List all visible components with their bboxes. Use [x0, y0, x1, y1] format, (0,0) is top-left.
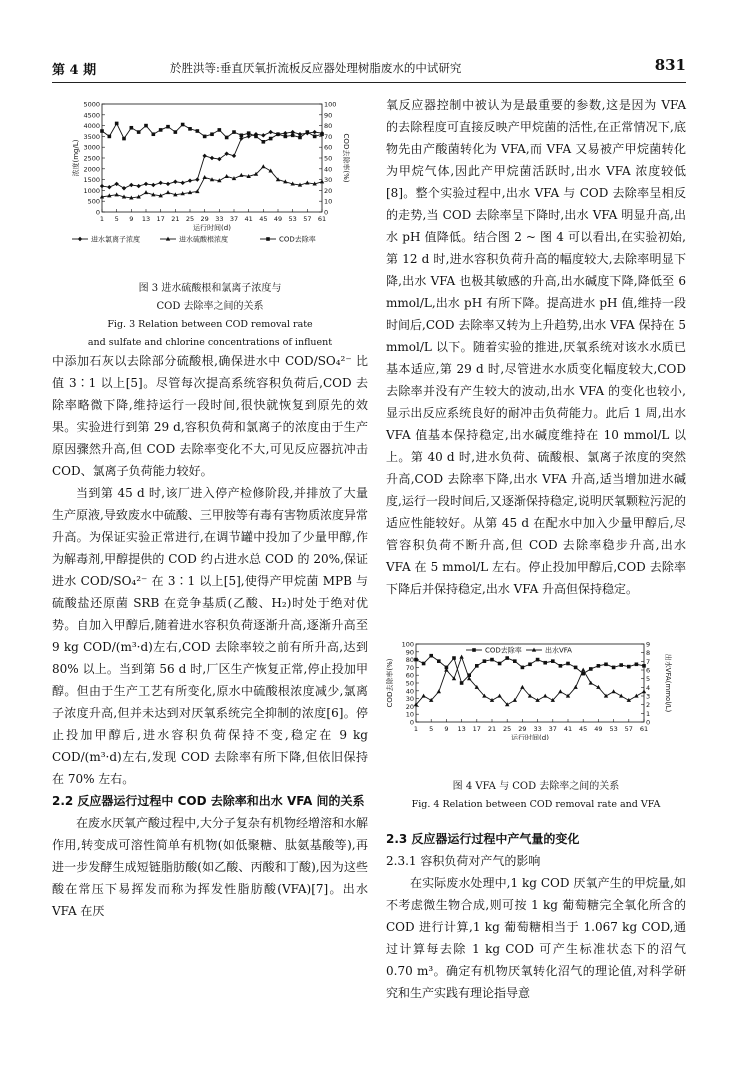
- data-point: [528, 662, 532, 666]
- data-point: [100, 184, 104, 188]
- data-point: [437, 689, 441, 693]
- x-tick-label: 1: [413, 725, 419, 733]
- figure-4-chart: [386, 640, 686, 740]
- x-tick-label: 17: [472, 725, 481, 733]
- data-point: [122, 186, 126, 190]
- series-1: [414, 655, 646, 707]
- legend-marker: [472, 648, 476, 652]
- series-line: [102, 167, 322, 198]
- data-point: [203, 135, 207, 139]
- y-right-tick-label: 50: [324, 154, 333, 163]
- data-point: [612, 666, 616, 670]
- y-left-tick-label: 3500: [83, 132, 100, 141]
- x-axis-label: 运行时间(d): [193, 224, 231, 232]
- data-point: [225, 136, 229, 140]
- x-tick-label: 29: [200, 215, 209, 223]
- data-point: [188, 127, 192, 131]
- x-tick-label: 57: [624, 725, 633, 733]
- paragraph: 氧反应器控制中被认为是最重要的参数,这是因为 VFA 的去除程度可直接反映产甲烷菌的活性,在正常情况下,底物先由产酸菌转化为 VFA,而 VFA 又易被产甲烷菌转化为甲烷气体,因此产甲烷菌活跃时,出水 VFA 浓度较低[8]。整个实验过程中,出水 VFA 与 COD 去除率呈相反的走势,当 COD 去除率呈下降时,出水 VFA 明显升高,出水 pH 值降低。结合图 2 ~ 图 4 可以看出,在实验初始,第 12 d 时,进水容积负荷升高的幅度较大,去除率明显下降,出水 VFA 也极其敏感的升高,出水碱度下降,降低至 6 mmol/L,出水 pH 有所下降。提高进水 pH 值,维持一段时间后,COD 去除率又转为上升趋势,出水 VFA 保持在 5 mmol/L 以下。随着实验的推进,厌氧系统对该水水质已基本适应,第 29 d 时,尽管进水水质变化幅度较大,COD 去除率并没有产生较大的波动,出水 VFA 的变化也较小,显示出反应系统良好的耐冲击负荷能力。此后 1 周,出水 VFA 值基本保持稳定,出水碱度维持在 10 mmol/L 以上。第 40 d 时,进水负荷、硫酸根、氯离子浓度的突然升高,COD 去除率下降,出水 VFA 升高,适当增加进水碱度,运行一段时间后,又逐渐保持稳定,说明厌氧颗粒污泥的适应性能较好。从第 45 d 在配水中加入少量甲醇后,尽管容积负荷不断升高,但 COD 去除率稳步升高,出水 VFA 在 5 mmol/L 左右。停止投加甲醇后,COD 去除率下降后并保持稳定,出水 VFA 升高但保持稳定。: [386, 98, 686, 596]
- data-point: [414, 658, 418, 662]
- x-tick-label: 5: [114, 215, 119, 223]
- data-point: [122, 137, 126, 141]
- figure-3: [52, 96, 368, 348]
- x-tick-label: 37: [548, 725, 557, 733]
- data-point: [262, 140, 266, 144]
- data-point: [574, 666, 578, 670]
- data-point: [166, 190, 170, 194]
- data-point: [312, 130, 316, 134]
- data-point: [152, 132, 156, 136]
- x-axis-label: 运行时间(d): [511, 734, 549, 740]
- paragraph: 中添加石灰以去除部分硫酸根,确保进水中 COD/SO₄²⁻ 比值 3∶1 以上[5]。尽管每次提高系统容积负荷后,COD 去除率略微下降,维持运行一段时间,很快就恢复到原先的效果。实验进行到第 29 d,容积负荷和氯离子的浓度由于生产原因骤然升高,但 COD 去除率变化不大,可见反应器抗冲击 COD、氯离子负荷能力较好。: [52, 354, 368, 478]
- y-left-tick-label: 2000: [83, 165, 100, 174]
- data-point: [284, 135, 288, 139]
- data-point: [210, 132, 214, 136]
- y-left-tick-label: 80: [405, 656, 414, 665]
- y-right-tick-label: 8: [646, 649, 651, 658]
- data-point: [298, 136, 302, 140]
- data-point: [144, 182, 148, 186]
- data-point: [460, 681, 464, 685]
- data-point: [100, 129, 104, 133]
- y-left-tick-label: 5000: [83, 100, 100, 109]
- data-point: [520, 685, 524, 689]
- data-point: [475, 664, 479, 668]
- right-column-text-bottom: [386, 828, 686, 1004]
- y-right-tick-label: 100: [324, 100, 337, 109]
- running-title: 於胜洪等:垂直厌氧折流板反应器处理树脂废水的中试研究: [170, 61, 462, 75]
- data-point: [173, 180, 177, 184]
- figure-3-caption-en-1: Fig. 3 Relation between COD removal rate: [107, 319, 313, 330]
- x-tick-label: 13: [457, 725, 466, 733]
- data-point: [269, 137, 273, 141]
- data-point: [195, 177, 199, 181]
- x-tick-label: 21: [171, 215, 180, 223]
- y-right-tick-label: 5: [646, 675, 651, 684]
- figure-3-caption-en-2: and sulfate and chlorine concentrations of influent: [87, 337, 333, 348]
- y-left-tick-label: 4500: [83, 111, 100, 120]
- data-point: [158, 181, 162, 185]
- x-tick-label: 53: [288, 215, 297, 223]
- subsection-heading: 2.3.1 容积负荷对产气的影响: [386, 854, 541, 868]
- data-point: [581, 668, 585, 672]
- data-point: [490, 658, 494, 662]
- page-header: [52, 56, 686, 83]
- y-right-tick-label: 6: [646, 666, 651, 675]
- x-tick-label: 9: [444, 725, 449, 733]
- data-point: [232, 154, 236, 158]
- data-point: [497, 694, 501, 698]
- data-point: [291, 134, 295, 138]
- legend-label: 进水氯离子浓度: [91, 235, 140, 244]
- y-left-tick-label: 90: [405, 648, 414, 657]
- data-point: [195, 189, 199, 193]
- data-point: [558, 689, 562, 693]
- figure-4: [386, 640, 686, 810]
- legend-entry: [526, 646, 572, 655]
- data-point: [421, 694, 425, 698]
- x-tick-label: 29: [518, 725, 527, 733]
- legend-marker: [266, 237, 270, 241]
- y-left-tick-label: 1000: [83, 186, 100, 195]
- legend-entry: [72, 235, 140, 244]
- data-point: [551, 659, 555, 663]
- data-point: [305, 180, 309, 184]
- data-point: [573, 685, 577, 689]
- page-number: 831: [654, 56, 686, 74]
- y-left-tick-label: 0: [409, 718, 414, 727]
- data-point: [604, 662, 608, 666]
- x-tick-label: 25: [185, 215, 195, 223]
- legend-label: 出水VFA: [545, 646, 572, 655]
- data-point: [232, 130, 236, 134]
- x-tick-label: 53: [609, 725, 618, 733]
- data-point: [498, 662, 502, 666]
- section-heading: 2.3 反应器运行过程中产气量的变化: [386, 832, 580, 846]
- y-right-tick-label: 10: [324, 197, 333, 206]
- data-point: [422, 662, 426, 666]
- y-right-tick-label: 7: [646, 657, 651, 666]
- data-point: [268, 130, 272, 134]
- data-point: [144, 124, 148, 128]
- legend-entry: [260, 235, 316, 244]
- data-point: [210, 156, 214, 160]
- data-point: [642, 664, 646, 668]
- y-right-tick-label: 30: [324, 176, 333, 185]
- data-point: [137, 130, 141, 134]
- right-column-text-top: [386, 94, 686, 600]
- legend-entry: [160, 235, 228, 244]
- series-0: [100, 130, 324, 191]
- data-point: [543, 661, 547, 665]
- data-point: [130, 126, 134, 130]
- series-line: [416, 656, 644, 683]
- figure-4-caption-zh: 图 4 VFA 与 COD 去除率之间的关系: [452, 781, 620, 792]
- y-right-axis-label: 出水VFA(mmol/L): [664, 653, 672, 713]
- data-point: [174, 130, 178, 134]
- y-right-tick-label: 4: [646, 683, 651, 692]
- y-right-tick-label: 60: [324, 143, 333, 152]
- x-tick-label: 45: [579, 725, 588, 733]
- data-point: [559, 664, 563, 668]
- data-point: [619, 663, 623, 667]
- paragraph: 在实际废水处理中,1 kg COD 厌氧产生的甲烷量,如不考虑微生物合成,则可按 1 kg 葡萄糖完全氧化所含的 COD 进行计算,1 kg 葡萄糖相当于 1.067 kg COD,通过计算每去除 1 kg COD 可产生标准状态下的沼气 0.70 m³。确定有机物厌氧转化沼气的理论值,对科学研究和生产实践有理论指导意: [386, 876, 686, 1000]
- legend-marker: [78, 237, 82, 241]
- x-tick-label: 45: [259, 215, 268, 223]
- data-point: [452, 656, 456, 660]
- data-point: [166, 125, 170, 129]
- data-point: [218, 128, 222, 132]
- y-right-tick-label: 2: [646, 701, 651, 710]
- x-tick-label: 61: [317, 215, 327, 223]
- paragraph: 在废水厌氧产酸过程中,大分子复杂有机物经增溶和水解作用,转变成可溶性简单有机物(如低聚糖、肽氨基酸等),再进一步发酵生成短链脂肪酸(如乙酸、丙酸和丁酸),因为这些酸在常压下易挥发而称为挥发性脂肪酸(VFA)[7]。出水 VFA 在厌: [52, 816, 368, 918]
- y-left-tick-label: 20: [405, 702, 414, 711]
- y-left-axis-label: COD去除率(%): [386, 658, 394, 708]
- figure-3-caption-zh-2: COD 去除率之间的关系: [156, 301, 264, 312]
- x-tick-label: 9: [129, 215, 134, 223]
- x-tick-label: 37: [229, 215, 239, 223]
- data-point: [107, 185, 111, 189]
- y-left-tick-label: 1500: [83, 176, 100, 185]
- data-point: [483, 659, 487, 663]
- data-point: [151, 183, 155, 187]
- y-left-tick-label: 10: [405, 710, 414, 719]
- y-left-tick-label: 60: [405, 671, 414, 680]
- series-1: [100, 164, 324, 199]
- data-point: [181, 123, 185, 127]
- data-point: [589, 667, 593, 671]
- data-point: [224, 174, 228, 178]
- data-point: [627, 665, 631, 669]
- y-right-tick-label: 0: [646, 718, 651, 727]
- data-point: [136, 184, 140, 188]
- data-point: [239, 173, 243, 177]
- data-point: [437, 659, 441, 663]
- data-point: [597, 664, 601, 668]
- data-point: [635, 662, 639, 666]
- legend-entry: [466, 646, 522, 655]
- x-tick-label: 41: [563, 725, 573, 733]
- x-tick-label: 61: [639, 725, 649, 733]
- left-column-text: [52, 350, 368, 922]
- data-point: [521, 666, 525, 670]
- legend-label: 进水硫酸根浓度: [179, 235, 228, 244]
- x-tick-label: 1: [99, 215, 105, 223]
- y-right-tick-label: 90: [324, 111, 333, 120]
- data-point: [611, 689, 615, 693]
- data-point: [306, 130, 310, 134]
- x-tick-label: 25: [503, 725, 512, 733]
- data-point: [513, 659, 517, 663]
- y-left-tick-label: 50: [405, 679, 414, 688]
- data-point: [543, 694, 547, 698]
- data-point: [254, 135, 258, 139]
- y-right-tick-label: 40: [324, 165, 333, 174]
- data-point: [159, 128, 163, 132]
- data-point: [144, 190, 148, 194]
- plot-frame: [416, 644, 644, 722]
- x-tick-label: 17: [156, 215, 165, 223]
- figure-4-caption-en: Fig. 4 Relation between COD removal rate and VFA: [411, 799, 661, 810]
- y-left-tick-label: 0: [95, 208, 100, 217]
- data-point: [536, 658, 540, 662]
- data-point: [166, 182, 170, 186]
- data-point: [240, 134, 244, 138]
- x-tick-label: 5: [429, 725, 434, 733]
- y-left-tick-label: 4000: [83, 122, 100, 131]
- y-left-tick-label: 500: [87, 197, 100, 206]
- y-right-tick-label: 20: [324, 186, 333, 195]
- data-point: [196, 129, 200, 133]
- y-left-tick-label: 100: [401, 640, 414, 649]
- data-point: [313, 135, 317, 139]
- data-point: [108, 135, 112, 139]
- figure-3-caption-zh-1: 图 3 进水硫酸根和氯离子浓度与: [138, 283, 282, 294]
- issue-number: 第 4 期: [52, 63, 97, 78]
- data-point: [115, 122, 119, 126]
- data-point: [247, 131, 251, 135]
- section-heading: 2.2 反应器运行过程中 COD 去除率和出水 VFA 间的关系: [52, 794, 365, 808]
- data-point: [261, 164, 265, 168]
- data-point: [505, 656, 509, 660]
- series-0: [414, 654, 646, 685]
- x-tick-label: 33: [215, 215, 224, 223]
- y-left-tick-label: 70: [405, 663, 414, 672]
- y-left-axis-label: 浓度(mg/L): [72, 139, 80, 177]
- data-point: [202, 175, 206, 179]
- data-point: [276, 132, 280, 136]
- data-point: [180, 181, 184, 185]
- y-right-tick-label: 0: [324, 208, 329, 217]
- x-tick-label: 13: [141, 215, 151, 223]
- y-right-axis-label: COD去除率(%): [342, 133, 350, 183]
- data-point: [114, 182, 118, 186]
- paragraph: 当到第 45 d 时,该厂进入停产检修阶段,并排放了大量生产原液,导致废水中硫酸、三甲胺等有毒有害物质浓度异常升高。为保证实验正常进行,在调节罐中投加了少量甲醇,作为解毒剂,甲醇提供的 COD 约占进水总 COD 的 20%,保证进水 COD/SO₄²⁻ 在 3∶1 以上[5],使得产甲烷菌 MPB 与硫酸盐还原菌 SRB 在竞争基质(乙酸、H₂)时处于绝对优势。自加入甲醇后,随着进水容积负荷逐渐升高,逐渐升高至 9 kg COD/(m³·d)左右,COD 去除率较之前有所升高,达到 80% 以上。当到第 56 d 时,厂区生产恢复正常,停止投加甲醇。但由于生产工艺有所变化,原水中硫酸根浓度减少,氯离子浓度升高,但并未达到对厌氧系统完全抑制的浓度[6]。停止投加甲醇后,进水容积负荷保持不变,稳定在 9 kg COD/(m³·d)左右,发现 COD 去除率有所下降,但依旧保持在 70% 左右。: [52, 486, 368, 786]
- figure-3-chart: [52, 96, 368, 276]
- legend-label: COD去除率: [279, 235, 316, 244]
- data-point: [261, 133, 265, 137]
- data-point: [320, 132, 324, 136]
- y-left-tick-label: 3000: [83, 143, 100, 152]
- x-tick-label: 21: [487, 725, 497, 733]
- y-right-tick-label: 3: [646, 692, 651, 701]
- y-right-tick-label: 70: [324, 132, 333, 141]
- data-point: [202, 154, 206, 158]
- data-point: [429, 654, 433, 658]
- x-tick-label: 49: [273, 215, 283, 223]
- y-right-tick-label: 80: [324, 122, 333, 131]
- data-point: [188, 178, 192, 182]
- y-right-tick-label: 1: [646, 709, 651, 718]
- legend-label: COD去除率: [485, 646, 522, 655]
- y-right-tick-label: 9: [646, 640, 651, 649]
- x-tick-label: 49: [594, 725, 603, 733]
- data-point: [114, 192, 118, 196]
- y-left-tick-label: 2500: [83, 154, 100, 163]
- y-left-tick-label: 40: [405, 687, 414, 696]
- x-tick-label: 57: [303, 215, 312, 223]
- data-point: [129, 183, 133, 187]
- data-point: [459, 655, 463, 659]
- x-tick-label: 41: [244, 215, 253, 223]
- x-tick-label: 33: [533, 725, 542, 733]
- y-left-tick-label: 30: [405, 695, 414, 704]
- data-point: [566, 662, 570, 666]
